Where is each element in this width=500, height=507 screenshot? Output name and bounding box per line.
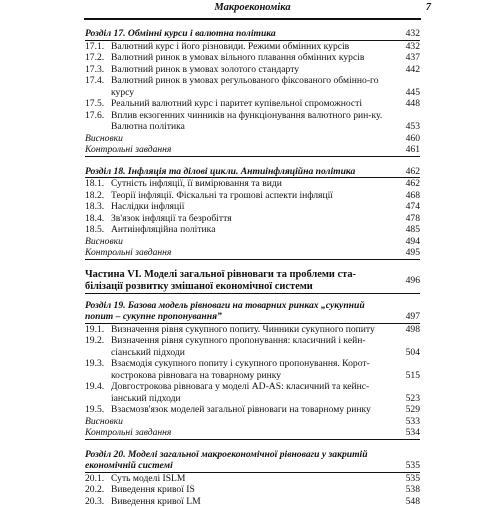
toc-item-20-3[interactable]: 20.3. Виведення кривої LM 548 [85,496,420,507]
toc-item-17-conclusions[interactable]: Висновки 460 [85,133,420,145]
toc-item-19-conclusions[interactable]: Висновки 533 [85,416,420,428]
toc-item-19-4[interactable]: 19.4. Довгострокова рівновага у моделі AD-AS: класичний та кейнс-іанський підходи 523 [85,381,420,404]
toc-item-17-tasks[interactable]: Контрольні завдання 461 [85,144,420,157]
toc-item-19-5[interactable]: 19.5. Взаємозв'язок моделей загальної рівноваги на товарному ринку 529 [85,404,420,416]
toc-item-18-1[interactable]: 18.1. Сутність інфляції, її вимірювання та види 462 [85,178,420,190]
toc-item-17-5[interactable]: 17.5. Реальний валютний курс і паритет купівельної спроможності 448 [85,98,420,110]
toc-item-18-2[interactable]: 18.2. Теорії інфляції. Фіскальні та грошові аспекти інфляції 468 [85,190,420,202]
running-header [84,0,421,20]
chapter-19-heading[interactable]: Розділ 19. Базова модель рівноваги на товарних ринках „сукупний попит – сукупне пропонування” 497 [85,300,420,324]
toc-item-17-6[interactable]: 17.6. Вплив екзогенних чинників на функціонування валютного рин-ку. Валютна політика 453 [85,110,420,133]
toc-item-17-2[interactable]: 17.2. Валютний ринок в умовах вільного плавання обмінних курсів 437 [85,52,420,64]
page-number: 7 [426,2,431,13]
chapter-18-heading[interactable]: Розділ 18. Інфляція та ділові цикли. Антиінфляційна політика 462 [85,166,420,179]
toc-item-18-conclusions[interactable]: Висновки 494 [85,236,420,248]
chapter-17-heading[interactable]: Розділ 17. Обмінні курси і валютна політика 432 [85,28,420,41]
toc-item-17-4[interactable]: 17.4. Валютний ринок в умовах регульованого фіксованого обмінно-го курсу 445 [85,75,420,98]
toc-item-20-2[interactable]: 20.2. Виведення кривої IS 538 [85,484,420,496]
header-title: Макроекономіка [84,2,421,13]
toc-item-19-3[interactable]: 19.3. Взаємодія сукупного попиту і сукупного пропонування. Корот-кострокова рівновага на товарному ринку 515 [85,358,420,381]
chapter-20-heading[interactable]: Розділ 20. Моделі загальної макроекономічної рівноваги у закритій економічній системі 535 [85,449,420,473]
toc-item-19-1[interactable]: 19.1. Визначення рівня сукупного попиту. Чинники сукупного попиту 498 [85,324,420,336]
toc-item-17-3[interactable]: 17.3. Валютний ринок в умовах золотого стандарту 442 [85,64,420,76]
toc-item-18-tasks[interactable]: Контрольні завдання 495 [85,247,420,260]
table-of-contents [85,28,420,507]
part-6-heading[interactable]: Частина VI. Моделі загальної рівноваги та проблеми ста-білізації розвитку змішаної економічної системи 496 [85,269,420,294]
toc-item-20-1[interactable]: 20.1. Суть моделі ISLM 535 [85,473,420,485]
toc-item-18-3[interactable]: 18.3. Наслідки інфляції 474 [85,201,420,213]
toc-item-17-1[interactable]: 17.1. Валютний курс і його різновиди. Режими обмінних курсів 432 [85,41,420,53]
toc-item-18-4[interactable]: 18.4. Зв'язок інфляції та безробіття 478 [85,213,420,225]
toc-item-19-2[interactable]: 19.2. Визначення рівня сукупного пропонування: класичний і кейн-сіанський підходи 504 [85,335,420,358]
toc-item-18-5[interactable]: 18.5. Антиінфляційна політика 485 [85,224,420,236]
toc-item-19-tasks[interactable]: Контрольні завдання 534 [85,427,420,440]
